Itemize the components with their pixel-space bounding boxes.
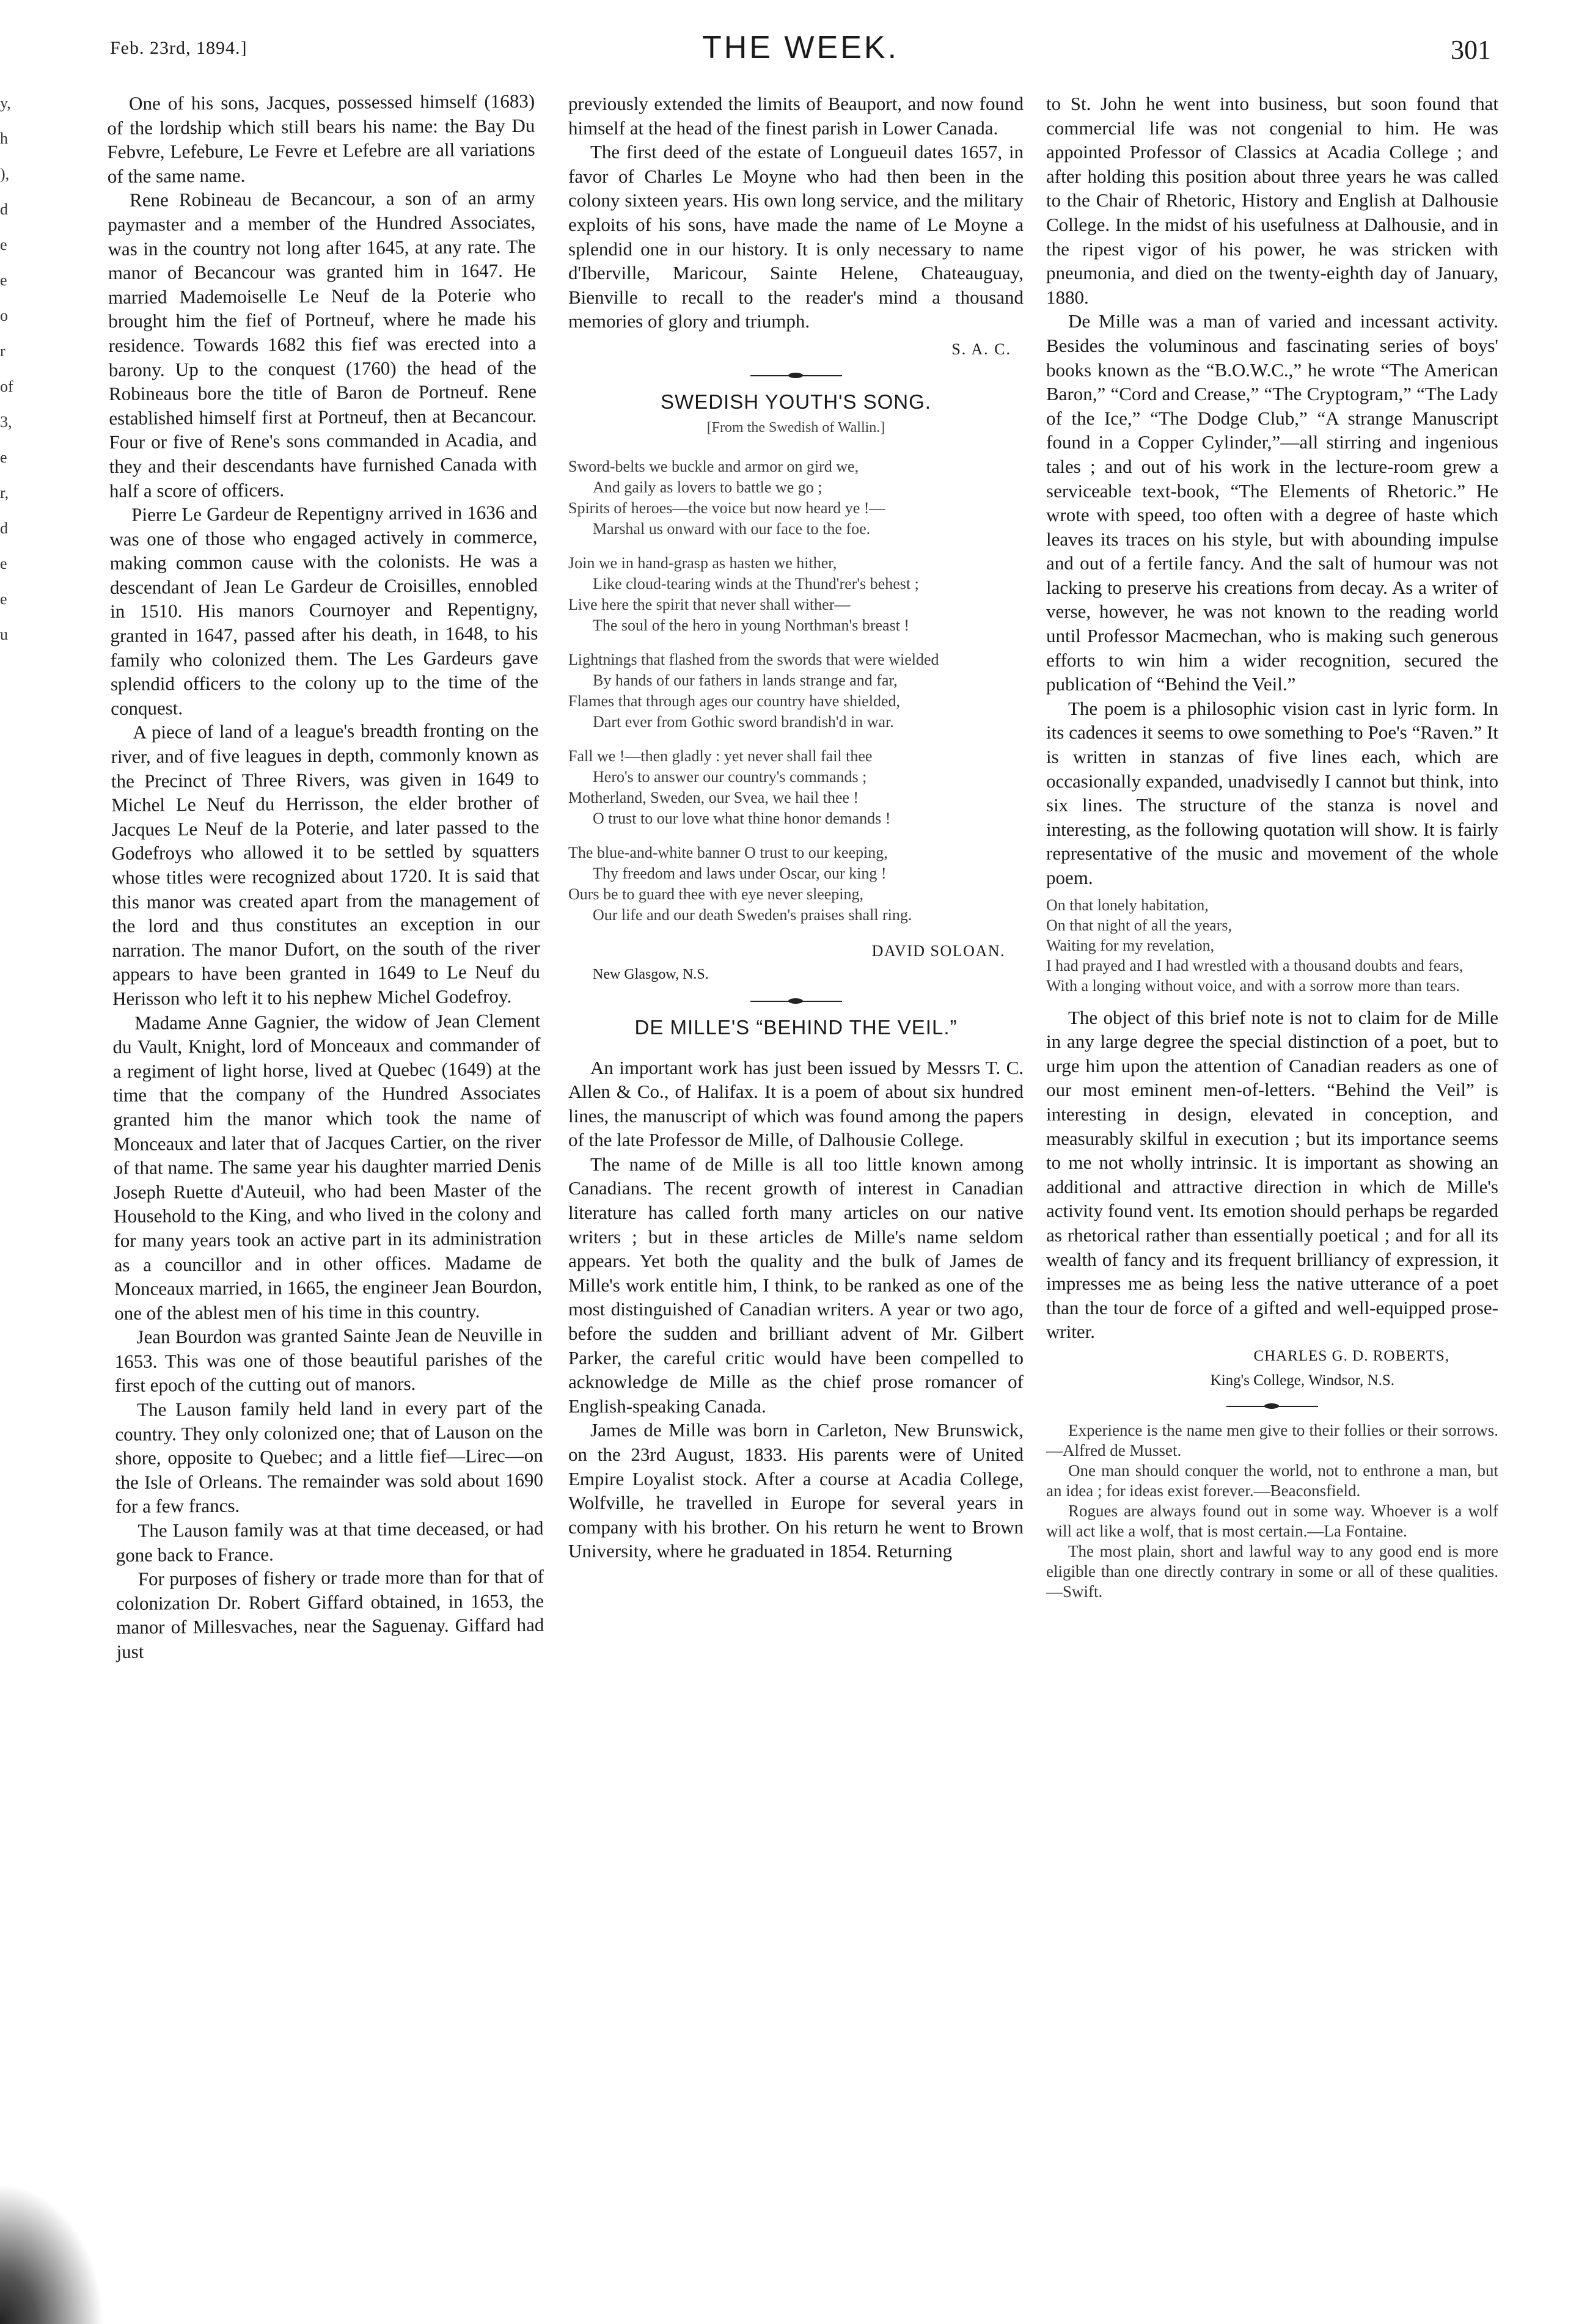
article-signature: S. A. C. [951,340,1011,358]
edge-letter: of [0,378,13,395]
edge-letter: e [0,236,7,254]
paragraph: An important work has just been issued by Messrs T. C. Allen & Co., of Halifax. It is a poem of about six hundred lines, the manuscript of which was found among the papers of the late Professor de Mille, of Dalhousie College. [568,1056,1024,1151]
column-left [107,89,544,1664]
verse-line: O trust to our love what thine honor demands ! [593,809,891,827]
paragraph: Pierre Le Gardeur de Repentigny arrived in 1636 and was one of those who engaged actively in commerce, making common cause with the colonists. He was a descendant of Jean Le Gardeur de Croisilles, ennobled in 1510. His manors Cournoyer and Repentigny, granted in 1647, passed after his death, in 1648, to his family who colonized them. The Les Gardeurs gave splendid officers to the colony up to the time of the conquest. [109,501,539,719]
verse-line: The soul of the hero in young Northman's breast ! [593,616,910,634]
paragraph: The name of de Mille is all too little known among Canadians. The recent growth of interest in Canadian literature has called forth many articles on our native writers ; but in these articles de Mille's name seldom appears. Yet both the quality and the bulk of James de Mille's work entitle him, I think, to be ranked as one of the most distinguished of Canadian writers. A year or two ago, before the sudden and brilliant advent of Mr. Gilbert Parker, the careful critic would have been compelled to acknowledge de Mille as the chief prose romancer of English-speaking Canada. [568,1153,1024,1417]
poem-stanza [568,553,1024,636]
paragraph: De Mille was a man of varied and incessant activity. Besides the voluminous and fascinating series of boys' books known as the “B.O.W.C.,” he wrote “The American Baron,” “Cord and Crease,” “The Cryptogram,” “The Lady of the Ice,” “The Dodge Club,” “A strange Manuscript found in a Copper Cylinder,”—all stirring and ingenious tales ; and out of his work in the lecture-room grew a serviceable text-book, “The Elements of Rhetoric.” He wrote with speed, too often with a degree of haste which leaves its traces on his style, but with abounding impulse and out of a fertile fancy. And the salt of humour was not lacking to preserve his creations from decay. As a writer of verse, however, he was not known to the reading world until Professor Macmechan, who is making such generous efforts to win him a wider recognition, secured the publication of “Behind the Veil.” [1046,310,1498,695]
verse-line: Ours be to guard thee with eye never sleeping, [568,885,864,903]
paragraph: Rene Robineau de Becancour, a son of an army paymaster and a member of the Hundred Associates, was in the country not long after 1645, at any rate. The manor of Becancour was granted him in 1647. He married Mademoiselle Le Neuf de la Poterie who brought him the fief of Portneuf, where he made his residence. Towards 1682 this fief was erected into a barony. Up to the conquest (1760) the head of the Robineaus bore the title of Baron de Portneuf. Rene established himself first at Portneuf, then at Becancour. Four or five of Rene's sons commanded in Acadia, and they and their descendants have furnished Canada with half a score of officers. [108,187,537,502]
paragraph: James de Mille was born in Carleton, New Brunswick, on the 23rd August, 1833. His parents were of United Empire Loyalist stock. After a course at Acadia College, Wolfville, he travelled in Europe for several years in company with his brother. On his return he went to Brown University, where he graduated in 1854. Returning [568,1419,1024,1562]
verse-line: On that lonely habitation, [1046,896,1209,914]
poem-quotation [1046,895,1498,996]
edge-letter: e [0,555,7,572]
verse-line: Join we in hand-grasp as hasten we hither, [568,554,837,572]
poem-body [568,456,1024,926]
verse-line: Thy freedom and laws under Oscar, our king ! [593,864,887,882]
verse-line: Live here the spirit that never shall wither— [568,595,851,613]
paragraph: A piece of land of a league's breadth fronting on the river, and of five leagues in depth, commonly known as the Precinct of Three Rivers, was given in 1649 to Michel Le Neuf du Herrisson, the elder brother of Jacques Le Neuf de la Poterie, and later passed to the Godefroys who allowed it to be settled by squatters whose titles were recognized about 1720. It is said that this manor was created apart from the management of the lord and thus constitutes an exception in our narration. The manor Dufort, on the south of the river appears to have been granted in 1649 to Le Neuf du Herisson who left it to his nephew Michel Godefroy. [111,719,540,1009]
paragraph: The first deed of the estate of Longueuil dates 1657, in favor of Charles Le Moyne who had then been in the colony sixteen years. His own long service, and the military exploits of his sons, have made the name of Le Moyne a splendid one in our history. It is only necessary to name d'Iberville, Maricour, Sainte Helene, Chateauguay, Bienville to recall to the reader's mind a thousand memories of glory and triumph. [568,141,1024,332]
section-divider [750,375,842,376]
verse-line: Motherland, Sweden, our Svea, we hail thee ! [568,788,859,806]
verse-line: By hands of our fathers in lands strange and far, [593,671,898,689]
section-divider [1226,1406,1318,1407]
poem-subtitle: [From the Swedish of Wallin.] [706,420,885,436]
paragraph: to St. John he went into business, but soon found that commercial life was not congenial to him. He was appointed Professor of Classics at Acadia College ; and after holding this position about three years he was called to the Chair of Rhetoric, History and English at Dalhousie College. In the midst of his usefulness at Dalhousie, and in the ripest vigor of his power, he was stricken with pneumonia, and died on the twenty-eighth day of January, 1880. [1046,93,1498,308]
paragraph: previously extended the limits of Beauport, and now found himself at the head of the finest parish in Lower Canada. [568,93,1024,139]
verse-line: Lightnings that flashed from the swords that were wielded [568,650,939,668]
issue-date: Feb. 23rd, 1894.] [110,38,247,58]
maxim: Rogues are always found out in some way. Whoever is a wolf will act like a wolf, that is most certain.—La Fontaine. [1046,1502,1498,1541]
journal-title: THE WEEK. [702,30,899,65]
paragraph: One of his sons, Jacques, possessed himself (1683) of the lordship which still bears his name: the Bay Du Febvre, Lefebure, Le Fevre et Lefebre are all variations of the same name. [107,90,535,187]
paragraph: The Lauson family was at that time deceased, or had gone back to France. [115,1517,544,1566]
poem-stanza [568,746,1024,829]
paragraph: Jean Bourdon was granted Sainte Jean de Neuville in 1653. This was one of those beautiful parishes of the first epoch of the cutting out of manors. [114,1323,543,1397]
author-affiliation: King's College, Windsor, N.S. [1210,1372,1394,1389]
edge-letter: e [0,590,7,608]
edge-letter: ), [0,165,10,183]
verse-line: And gaily as lovers to battle we go ; [593,478,822,496]
scan-shadow [0,2183,104,2324]
paragraph: The object of this brief note is not to claim for de Mille in any large degree the special distinction of a poet, but to urge him upon the attention of Canadian readers as one of our most eminent men-of-letters. “Behind the Veil” is interesting in design, elevated in conception, and measurably skilful in execution ; but its importance seems to me not wholly intrinsic. It is important as showing an additional and attractive direction in which de Mille's activity found vent. Its emotion should perhaps be regarded as rhetorical rather than essentially poetical ; and for all its wealth of fancy and its frequent brilliancy of expression, it impresses me as being less the native utterance of a poet than the tour de force of a gifted and well-equipped prose-writer. [1046,1006,1498,1343]
poem-place: New Glasgow, N.S. [593,967,709,983]
verse-line: Our life and our death Sweden's praises shall ring. [593,905,912,924]
verse-line: Spirits of heroes—the voice but now heard ye !— [568,499,885,517]
article-title: DE MILLE'S “BEHIND THE VEIL.” [634,1015,958,1039]
verse-line: Like cloud-tearing winds at the Thund'rer's behest ; [593,574,919,593]
column-middle [568,92,1024,1563]
verse-line: Hero's to answer our country's commands ; [593,767,867,786]
article-author: CHARLES G. D. ROBERTS, [1253,1347,1449,1364]
verse-line: Dart ever from Gothic sword brandish'd in war. [593,712,894,731]
poem-stanza [568,649,1024,733]
edge-letter: 3, [0,413,12,431]
poem-author: DAVID SOLOAN. [871,941,1005,960]
edge-letter: o [0,307,8,324]
poem-stanza [568,456,1024,539]
paragraph: Madame Anne Gagnier, the widow of Jean Clement du Vault, Knight, lord of Monceaux and commander of a regiment of light horse, lived at Quebec (1649) at the time that the company of the Hundred Associates granted him the manor which took the name of Monceaux and later that of Jacques Cartier, on the river of that name. The same year his daughter married Denis Joseph Ruette d'Auteuil, who had been Master of the Household to the King, and who lived in the colony and for many years took an active part in its administration as a councillor and in other offices. Madame de Monceaux married, in 1665, the engineer Jean Bourdon, one of the ablest men of his time in this country. [112,1009,543,1324]
page-header [110,29,1491,84]
maxim: One man should conquer the world, not to enthrone a man, but an idea ; for ideas exist forever.—Beaconsfield. [1046,1461,1498,1500]
edge-letter: d [0,519,8,537]
poem-title: SWEDISH YOUTH'S SONG. [661,390,931,413]
verse-line: Marshal us onward with our face to the foe. [593,519,871,538]
verse-line: Flames that through ages our country have shielded, [568,692,900,710]
paragraph: For purposes of fishery or trade more than for that of colonization Dr. Robert Giffard obtained, in 1653, the manor of Millesvaches, near the Saguenay. Giffard had just [116,1565,544,1662]
paragraph: The Lauson family held land in every part of the country. They only colonized one; that of Lauson on the shore, opposite to Quebec; and a little fief—Lirec—on the Isle of Orleans. The remainder was sold about 1690 for a few francs. [115,1396,543,1518]
paragraph: The poem is a philosophic vision cast in lyric form. In its cadences it seems to owe something to Poe's “Raven.” It is written in stanzas of five lines each, which are occasionally expanded, unadvisedly I cannot but think, into six lines. The structure of the stanza is novel and interesting, as the following quotation will show. It is fairly representative of the music and movement of the whole poem. [1046,697,1498,888]
edge-letter: h [0,130,8,147]
column-right [1046,92,1498,1602]
verse-line: Waiting for my revelation, [1046,936,1215,954]
verse-line: Sword-belts we buckle and armor on gird we, [568,457,859,475]
edge-letter: d [0,200,8,218]
poem-stanza [568,842,1024,926]
edge-letter: r [0,342,5,360]
verse-line: Fall we !—then gladly : yet never shall fail thee [568,747,873,765]
edge-letter: u [0,626,8,643]
maxim: Experience is the name men give to their follies or their sorrows.—Alfred de Musset. [1046,1421,1498,1460]
section-divider [750,1001,842,1002]
verse-line: The blue-and-white banner O trust to our keeping, [568,843,888,861]
edge-letter: y, [0,94,11,112]
left-margin-bleed-through [0,86,17,819]
edge-letter: r, [0,484,9,502]
page-number: 301 [1451,35,1491,65]
verse-line: On that night of all the years, [1046,916,1232,934]
verse-line: With a longing without voice, and with a sorrow more than tears. [1046,976,1460,995]
edge-letter: e [0,271,7,289]
verse-line: I had prayed and I had wrestled with a thousand doubts and fears, [1046,956,1464,974]
maxim: The most plain, short and lawful way to any good end is more eligible than one directly contrary in some or all of these qualities.—Swift. [1046,1542,1498,1601]
edge-letter: e [0,448,7,466]
